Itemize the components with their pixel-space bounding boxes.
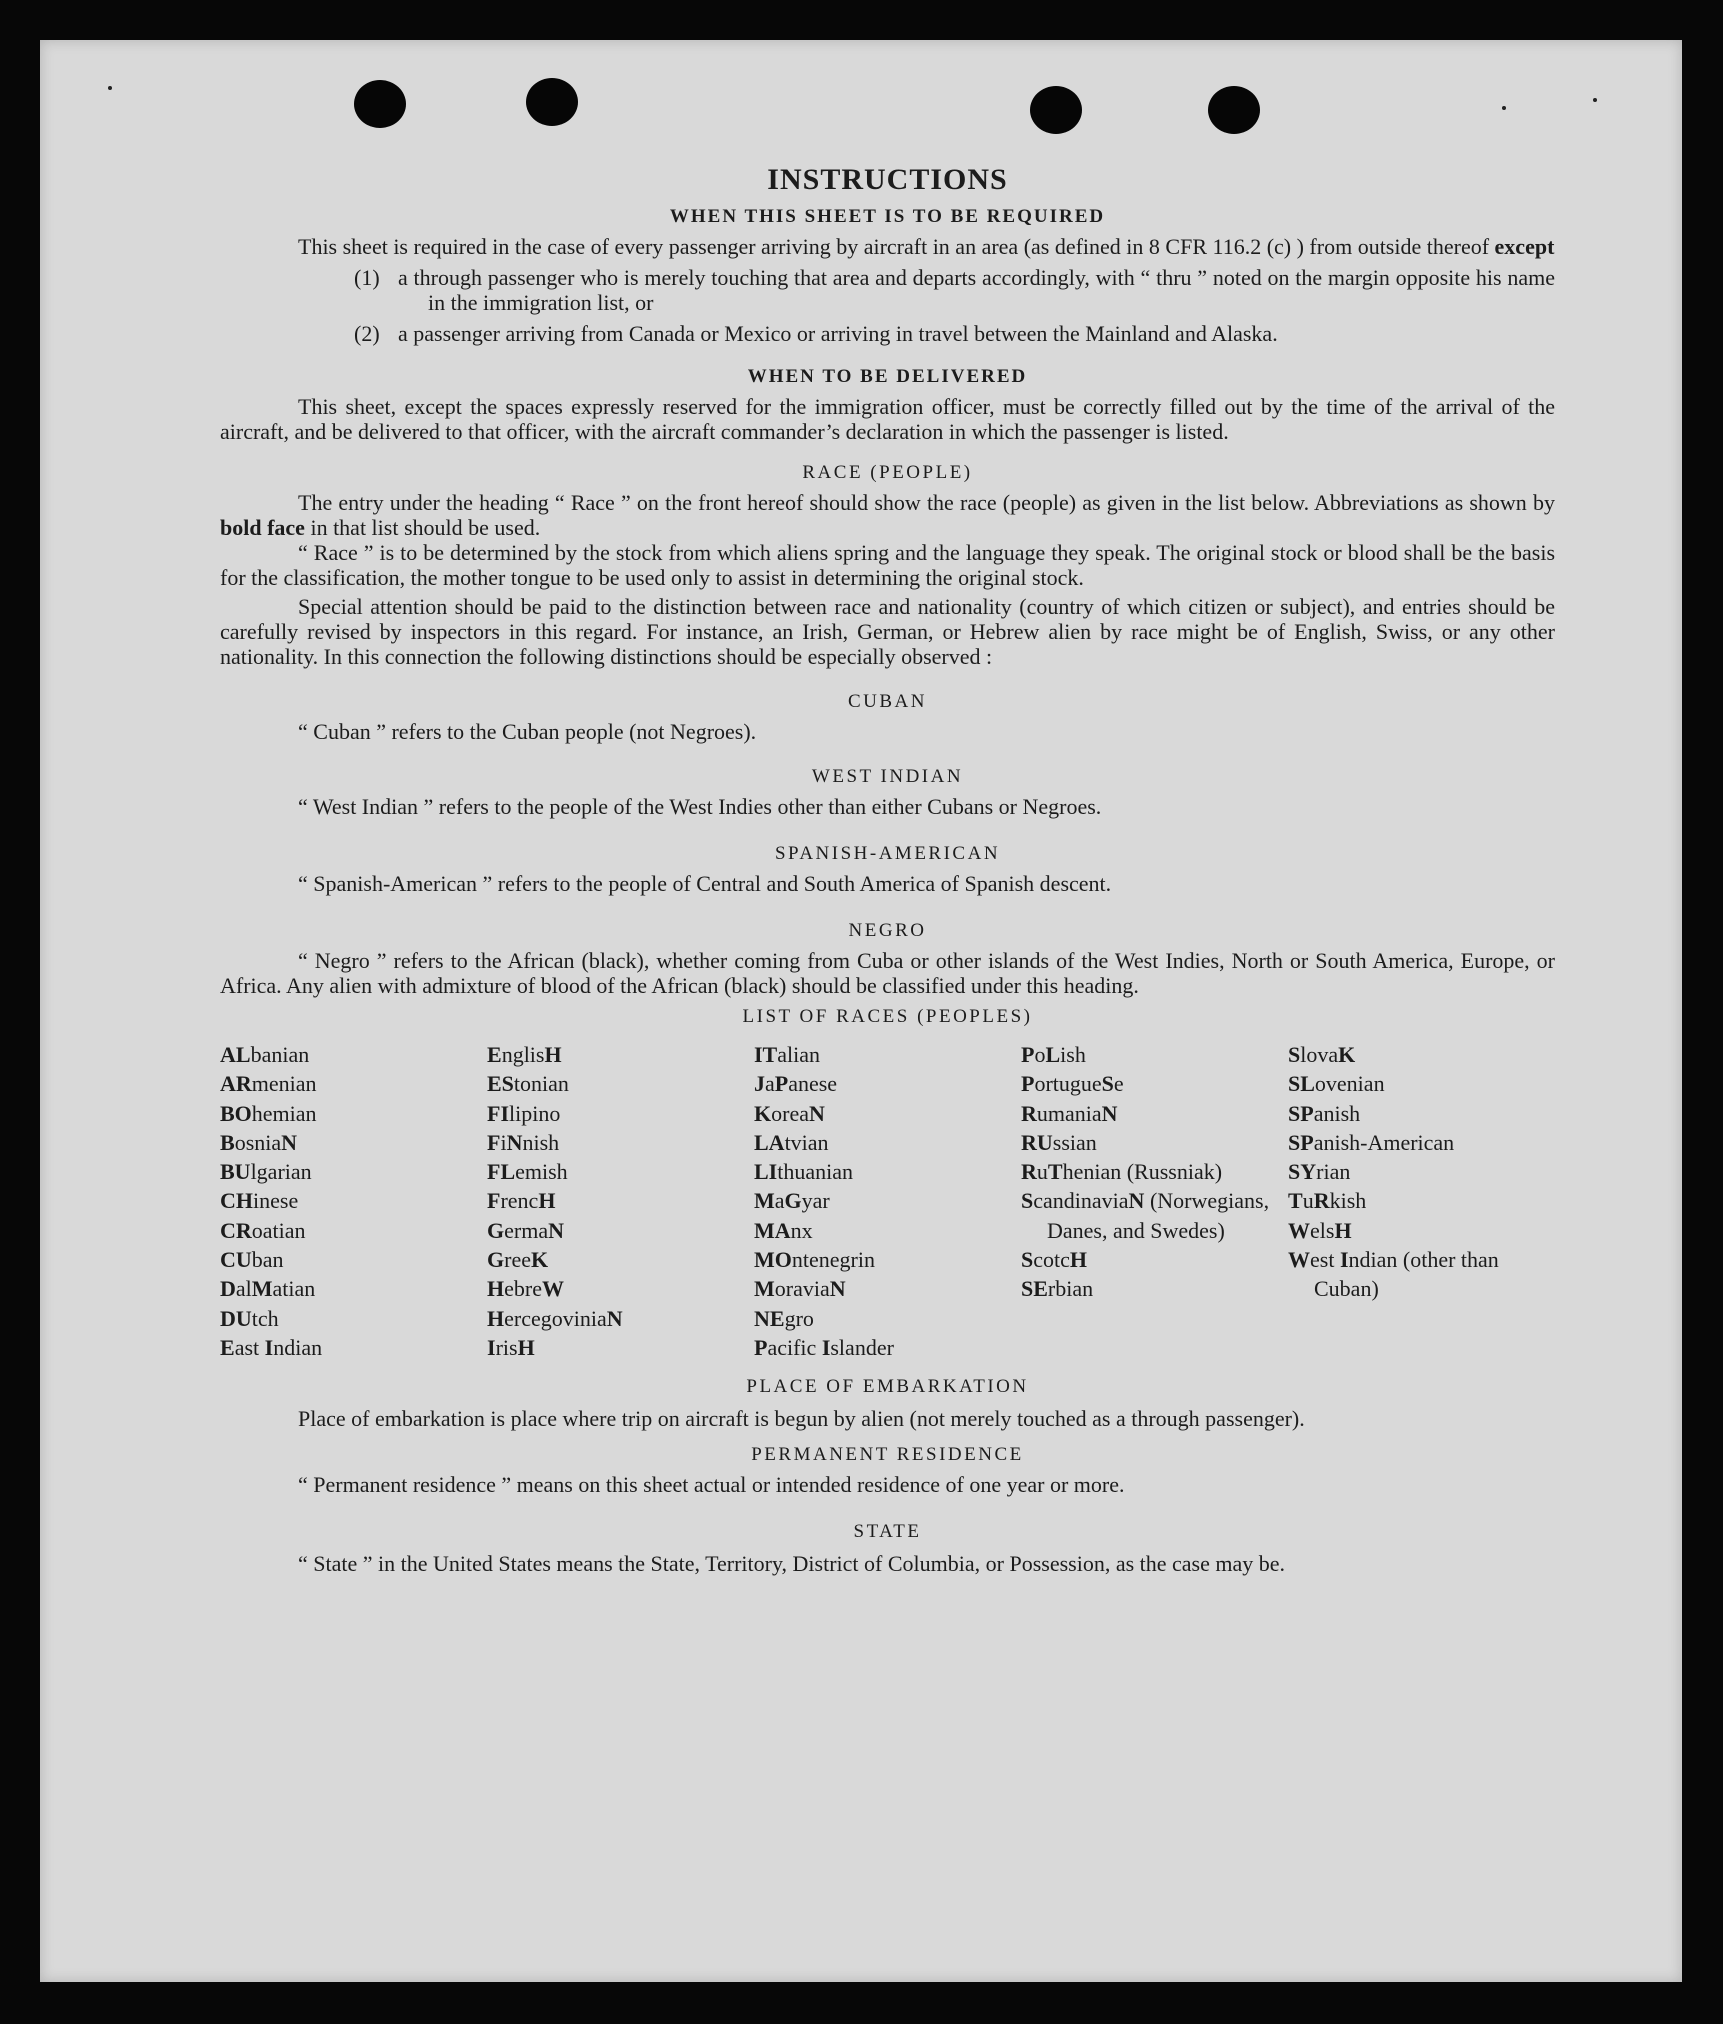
race-name-part: lova bbox=[1300, 1042, 1339, 1067]
race-abbreviation: N bbox=[829, 1276, 846, 1302]
heading-west-indian: WEST INDIAN bbox=[811, 766, 964, 787]
race-abbreviation: P bbox=[1021, 1071, 1035, 1097]
race-name-part: anish bbox=[1313, 1100, 1361, 1126]
race-name-part: henian (Russniak) bbox=[1062, 1159, 1223, 1185]
race-abbreviation: P bbox=[774, 1071, 789, 1097]
race-name-part: atian bbox=[272, 1276, 316, 1302]
race-abbreviation: G bbox=[784, 1188, 802, 1214]
race-abbreviation: H bbox=[487, 1276, 505, 1302]
race-abbreviation: D bbox=[220, 1276, 236, 1302]
when-delivered-text: This sheet, except the spaces expressly reserved for the immigration officer, must be correctly filled out by the time of the arrival of the aircraft, and be delivered to that officer, with the aircraft commander’s declaration in which the passenger is listed. bbox=[220, 394, 1555, 444]
race-abbreviation: IT bbox=[754, 1042, 778, 1067]
heading-spanish-american: SPANISH-AMERICAN bbox=[774, 843, 1001, 864]
race-entry bbox=[754, 1099, 1021, 1128]
race-name-part: ovenian bbox=[1314, 1071, 1385, 1097]
race-abbreviation: K bbox=[530, 1247, 549, 1273]
race-entry bbox=[487, 1245, 754, 1274]
race-abbreviation: I bbox=[821, 1334, 831, 1360]
negro-text: “ Negro ” refers to the African (black), whether coming from Cuba or other islands of the West Indies, North or South America, Europe, or Africa. Any alien with admixture of blood of the African (black) should be classified under this heading. bbox=[220, 948, 1555, 998]
race-name-part: ast bbox=[234, 1334, 265, 1360]
race-name-part: tvian bbox=[784, 1129, 829, 1155]
race-entry bbox=[1021, 1186, 1288, 1245]
race-column bbox=[487, 1040, 754, 1362]
race-abbreviation: LI bbox=[754, 1159, 778, 1185]
race-abbreviation: G bbox=[487, 1247, 505, 1273]
race-abbreviation: BU bbox=[220, 1159, 251, 1185]
race-abbreviation: FI bbox=[487, 1100, 509, 1126]
race-entry bbox=[220, 1216, 487, 1245]
race-entry bbox=[487, 1099, 754, 1128]
race-entry bbox=[754, 1069, 1021, 1098]
race-name-part: thuanian bbox=[777, 1159, 854, 1185]
race-abbreviation: R bbox=[1021, 1100, 1037, 1126]
paper-speck bbox=[108, 86, 112, 90]
race-abbreviation: H bbox=[487, 1305, 505, 1331]
race-column bbox=[1021, 1040, 1288, 1362]
race-abbreviation: SY bbox=[1288, 1159, 1317, 1185]
race-name-part: kish bbox=[1329, 1188, 1367, 1214]
race-name-part: alian bbox=[777, 1042, 821, 1067]
race-p1-text: The entry under the heading “ Race ” on the front hereof should show the race (people) as given in the list below. Abbreviations as shown by bbox=[298, 490, 1555, 515]
race-abbreviation: S bbox=[1101, 1071, 1114, 1097]
race-entry bbox=[487, 1186, 754, 1215]
race-name-part: lipino bbox=[509, 1100, 561, 1126]
heading-negro: NEGRO bbox=[848, 920, 927, 941]
race-abbreviation: MO bbox=[754, 1247, 792, 1273]
race-abbreviation: F bbox=[487, 1129, 501, 1155]
race-abbreviation: N bbox=[281, 1129, 298, 1155]
race-entry bbox=[220, 1304, 487, 1333]
race-name-part: erma bbox=[504, 1217, 549, 1243]
race-entry bbox=[487, 1304, 754, 1333]
race-entry bbox=[1021, 1099, 1288, 1128]
race-abbreviation: S bbox=[1021, 1188, 1034, 1214]
race-entry bbox=[220, 1186, 487, 1215]
race-name-part: oatian bbox=[251, 1217, 306, 1243]
race-p1-text-end: in that list should be used. bbox=[310, 515, 541, 540]
race-entry bbox=[220, 1333, 487, 1362]
instructions-content bbox=[220, 162, 1555, 1579]
race-abbreviation: I bbox=[264, 1334, 274, 1360]
race-entry bbox=[220, 1069, 487, 1098]
race-name-part: emish bbox=[515, 1159, 568, 1185]
state-text: “ State ” in the United States means the State, Territory, District of Columbia, or Possession, as the case may be. bbox=[298, 1551, 1286, 1577]
race-entry bbox=[1021, 1157, 1288, 1186]
race-column bbox=[754, 1040, 1021, 1362]
intro-text: This sheet is required in the case of every passenger arriving by aircraft in an area (as defined in 8 CFR 116.2 (c) ) from outside thereof bbox=[298, 234, 1490, 259]
race-abbreviation: BO bbox=[220, 1100, 252, 1126]
race-name-part: acific bbox=[767, 1334, 822, 1360]
race-name-part: menian bbox=[251, 1071, 317, 1097]
race-entry bbox=[1288, 1157, 1555, 1186]
punch-hole bbox=[1208, 86, 1260, 134]
race-abbreviation: M bbox=[754, 1276, 775, 1302]
race-entry bbox=[1021, 1040, 1288, 1069]
punch-hole bbox=[526, 78, 578, 126]
race-entry bbox=[487, 1274, 754, 1303]
race-entry bbox=[1021, 1128, 1288, 1157]
race-abbreviation: H bbox=[538, 1188, 556, 1214]
race-name-part: nish bbox=[522, 1129, 560, 1155]
item-text: a passenger arriving from Canada or Mexico or arriving in travel between the Mainland and Alaska. bbox=[398, 321, 1278, 346]
race-entry bbox=[220, 1274, 487, 1303]
race-abbreviation: ES bbox=[487, 1071, 514, 1097]
race-entry bbox=[1288, 1216, 1555, 1245]
race-name-part: ree bbox=[504, 1247, 531, 1273]
race-abbreviation: M bbox=[754, 1188, 775, 1214]
race-abbreviation: N bbox=[808, 1100, 825, 1126]
race-entry bbox=[1288, 1099, 1555, 1128]
punch-hole bbox=[354, 80, 406, 128]
race-abbreviation: W bbox=[1288, 1247, 1310, 1273]
race-entry bbox=[754, 1333, 1021, 1362]
paper-speck bbox=[1502, 106, 1506, 110]
race-name-part: yar bbox=[801, 1188, 830, 1214]
race-name-part: a bbox=[765, 1071, 775, 1097]
heading-cuban: CUBAN bbox=[847, 691, 927, 712]
race-entry bbox=[1288, 1040, 1555, 1069]
race-name-part: ercegovinia bbox=[504, 1305, 607, 1331]
intro-bold-text: except bbox=[1494, 234, 1555, 259]
race-abbreviation: T bbox=[1288, 1188, 1303, 1214]
race-name-part: oravia bbox=[774, 1276, 830, 1302]
race-abbreviation: R bbox=[1313, 1188, 1330, 1214]
race-name-part: hemian bbox=[251, 1100, 317, 1126]
item-number: (2) bbox=[354, 321, 380, 346]
race-entry bbox=[754, 1274, 1021, 1303]
race-abbreviation: N bbox=[548, 1217, 564, 1243]
race-name-part: anese bbox=[788, 1071, 838, 1097]
race-entry bbox=[754, 1186, 1021, 1215]
race-abbreviation: E bbox=[220, 1334, 235, 1360]
race-entry bbox=[754, 1040, 1021, 1069]
race-name-part: u bbox=[1036, 1159, 1048, 1185]
item-number: (1) bbox=[354, 265, 380, 290]
race-name-part: i bbox=[500, 1129, 507, 1155]
race-name-part: al bbox=[235, 1276, 252, 1302]
race-entry bbox=[487, 1216, 754, 1245]
race-name-part: est bbox=[1310, 1247, 1340, 1273]
item-text: a through passenger who is merely touching that area and departs accordingly, with “ thru ” noted on the margin opposite his name in the immigration list, or bbox=[398, 265, 1555, 315]
race-name-part: gro bbox=[784, 1305, 814, 1331]
race-name-part: ban bbox=[251, 1247, 284, 1273]
heading-embarkation: PLACE OF EMBARKATION bbox=[746, 1376, 1029, 1398]
race-entry bbox=[220, 1128, 487, 1157]
race-entry bbox=[487, 1128, 754, 1157]
heading-when-required: WHEN THIS SHEET IS TO BE REQUIRED bbox=[669, 206, 1106, 227]
race-abbreviation: NE bbox=[754, 1305, 785, 1331]
race-entry bbox=[1021, 1274, 1288, 1303]
heading-list-of-races: LIST OF RACES (PEOPLES) bbox=[742, 1006, 1033, 1027]
race-abbreviation: RU bbox=[1021, 1129, 1053, 1155]
race-abbreviation: SL bbox=[1288, 1071, 1315, 1097]
race-name-part: els bbox=[1310, 1217, 1335, 1243]
race-abbreviation: J bbox=[754, 1071, 765, 1097]
race-name-part: candinavia bbox=[1033, 1188, 1129, 1214]
race-abbreviation: F bbox=[487, 1188, 501, 1214]
race-paragraph-3: Special attention should be paid to the distinction between race and nationality (country of which citizen or subject), and entries should be carefully revised by inspectors in this regard. For instance, an Irish, German, or Hebrew alien by race might be of English, Swiss, or any other nationality. In this connection the following distinctions should be especially observed : bbox=[220, 594, 1555, 669]
race-abbreviation: CH bbox=[220, 1188, 253, 1214]
page-title: INSTRUCTIONS bbox=[767, 163, 1008, 196]
race-name-part: rian bbox=[1316, 1159, 1351, 1185]
race-abbreviation: W bbox=[541, 1276, 564, 1302]
embarkation-text: Place of embarkation is place where trip on aircraft is begun by alien (not merely touched as a through passenger). bbox=[298, 1406, 1305, 1432]
race-name-part: ndian (other than Cuban) bbox=[1314, 1247, 1499, 1302]
race-abbreviation: H bbox=[1069, 1247, 1088, 1273]
race-name-part: lgarian bbox=[250, 1159, 312, 1185]
cuban-text: “ Cuban ” refers to the Cuban people (not Negroes). bbox=[298, 719, 757, 744]
race-name-part: nx bbox=[790, 1217, 813, 1243]
race-entry bbox=[1288, 1128, 1555, 1157]
race-name-part: ris bbox=[495, 1334, 518, 1360]
race-entry bbox=[220, 1245, 487, 1274]
race-entry bbox=[1288, 1245, 1555, 1304]
race-abbreviation: P bbox=[754, 1334, 768, 1360]
race-name-part: banian bbox=[250, 1042, 310, 1067]
race-abbreviation: E bbox=[487, 1042, 502, 1067]
race-abbreviation: LA bbox=[754, 1129, 785, 1155]
heading-state: STATE bbox=[853, 1521, 922, 1543]
race-entry bbox=[1288, 1186, 1555, 1215]
race-entry bbox=[220, 1099, 487, 1128]
race-abbreviation: N bbox=[506, 1129, 523, 1155]
race-p1-bold: bold face bbox=[220, 515, 305, 540]
race-abbreviation: K bbox=[1338, 1042, 1356, 1067]
race-entry bbox=[487, 1040, 754, 1069]
race-paragraph-2: “ Race ” is to be determined by the stock from which aliens spring and the language they speak. The original stock or blood shall be the basis for the classification, the mother tongue to be used only to assist in determining the original stock. bbox=[220, 540, 1555, 590]
race-abbreviation: W bbox=[1288, 1217, 1310, 1243]
race-name-part: o bbox=[1034, 1042, 1046, 1067]
race-name-part: osnia bbox=[234, 1129, 282, 1155]
heading-race: RACE (PEOPLE) bbox=[802, 462, 973, 483]
race-abbreviation: SE bbox=[1021, 1276, 1048, 1302]
race-name-part: ish bbox=[1060, 1042, 1086, 1067]
exception-item bbox=[220, 321, 1555, 346]
race-entry bbox=[487, 1333, 754, 1362]
race-name-part: cotc bbox=[1033, 1247, 1070, 1273]
paper-speck bbox=[1593, 98, 1597, 102]
race-entry bbox=[487, 1157, 754, 1186]
race-name-part: anish-American bbox=[1313, 1129, 1455, 1155]
race-abbreviation: L bbox=[1045, 1042, 1061, 1067]
race-entry bbox=[220, 1157, 487, 1186]
race-entry bbox=[487, 1069, 754, 1098]
race-paragraph-1 bbox=[220, 490, 1555, 540]
race-name-part: inese bbox=[253, 1188, 299, 1214]
race-name-part: a bbox=[774, 1188, 785, 1214]
race-abbreviation: I bbox=[1339, 1247, 1349, 1273]
race-abbreviation: S bbox=[1288, 1042, 1301, 1067]
race-abbreviation: N bbox=[1128, 1188, 1145, 1214]
race-abbreviation: H bbox=[1334, 1217, 1352, 1243]
race-name-part: tonian bbox=[513, 1071, 569, 1097]
punch-hole bbox=[1030, 86, 1082, 134]
race-name-part: rbian bbox=[1047, 1276, 1094, 1302]
race-entry bbox=[220, 1040, 487, 1069]
race-entry bbox=[1021, 1069, 1288, 1098]
race-column bbox=[1288, 1040, 1555, 1362]
race-abbreviation: CU bbox=[220, 1247, 252, 1273]
heading-when-delivered: WHEN TO BE DELIVERED bbox=[747, 366, 1028, 387]
document-sheet bbox=[40, 40, 1682, 1982]
race-name-part: ndian bbox=[273, 1334, 323, 1360]
race-entry bbox=[1021, 1245, 1288, 1274]
race-abbreviation: CR bbox=[220, 1217, 252, 1243]
race-abbreviation: SP bbox=[1288, 1100, 1314, 1126]
west-indian-text: “ West Indian ” refers to the people of the West Indies other than either Cubans or Negroes. bbox=[298, 794, 1102, 819]
race-name-part: orea bbox=[771, 1100, 809, 1126]
race-list bbox=[220, 1040, 1555, 1362]
race-name-part: u bbox=[1302, 1188, 1314, 1214]
race-abbreviation: FL bbox=[487, 1159, 516, 1185]
race-abbreviation: SP bbox=[1288, 1129, 1314, 1155]
race-abbreviation: N bbox=[606, 1305, 623, 1331]
race-abbreviation: S bbox=[1021, 1247, 1034, 1273]
race-abbreviation: I bbox=[487, 1334, 496, 1360]
spanish-american-text: “ Spanish-American ” refers to the people of Central and South America of Spanish descent. bbox=[298, 871, 1112, 896]
permanent-residence-text: “ Permanent residence ” means on this sheet actual or intended residence of one year or more. bbox=[298, 1472, 1125, 1498]
race-abbreviation: T bbox=[1047, 1159, 1063, 1185]
race-name-part: ntenegrin bbox=[791, 1247, 875, 1273]
race-name-part: ebre bbox=[504, 1276, 542, 1302]
race-abbreviation: H bbox=[544, 1042, 562, 1067]
race-abbreviation: B bbox=[220, 1129, 235, 1155]
race-abbreviation: M bbox=[251, 1276, 273, 1302]
race-abbreviation: MA bbox=[754, 1217, 791, 1243]
race-entry bbox=[1288, 1069, 1555, 1098]
heading-permanent-residence: PERMANENT RESIDENCE bbox=[751, 1444, 1024, 1466]
race-abbreviation: DU bbox=[220, 1305, 252, 1331]
race-abbreviation: G bbox=[487, 1217, 505, 1243]
race-abbreviation: AL bbox=[220, 1042, 251, 1067]
race-abbreviation: H bbox=[517, 1334, 535, 1360]
race-name-part: slander bbox=[830, 1334, 894, 1360]
race-entry bbox=[754, 1245, 1021, 1274]
race-abbreviation: R bbox=[1021, 1159, 1037, 1185]
race-name-part: ortugue bbox=[1034, 1071, 1102, 1097]
race-entry bbox=[754, 1304, 1021, 1333]
race-column bbox=[220, 1040, 487, 1362]
race-entry bbox=[754, 1216, 1021, 1245]
race-name-part: tch bbox=[251, 1305, 279, 1331]
race-entry bbox=[754, 1128, 1021, 1157]
race-name-part: renc bbox=[500, 1188, 539, 1214]
race-name-part: nglis bbox=[501, 1042, 545, 1067]
race-name-part: (Norwegians, Danes, and Swedes) bbox=[1047, 1188, 1270, 1243]
race-name-part: umania bbox=[1036, 1100, 1102, 1126]
exception-item bbox=[220, 265, 1555, 315]
race-entry bbox=[754, 1157, 1021, 1186]
race-abbreviation: K bbox=[754, 1100, 772, 1126]
race-abbreviation: N bbox=[1101, 1100, 1118, 1126]
race-name-part: e bbox=[1113, 1071, 1124, 1097]
when-required-intro bbox=[220, 234, 1555, 259]
race-abbreviation: AR bbox=[220, 1071, 252, 1097]
race-abbreviation: P bbox=[1021, 1042, 1035, 1067]
race-name-part: ssian bbox=[1052, 1129, 1097, 1155]
